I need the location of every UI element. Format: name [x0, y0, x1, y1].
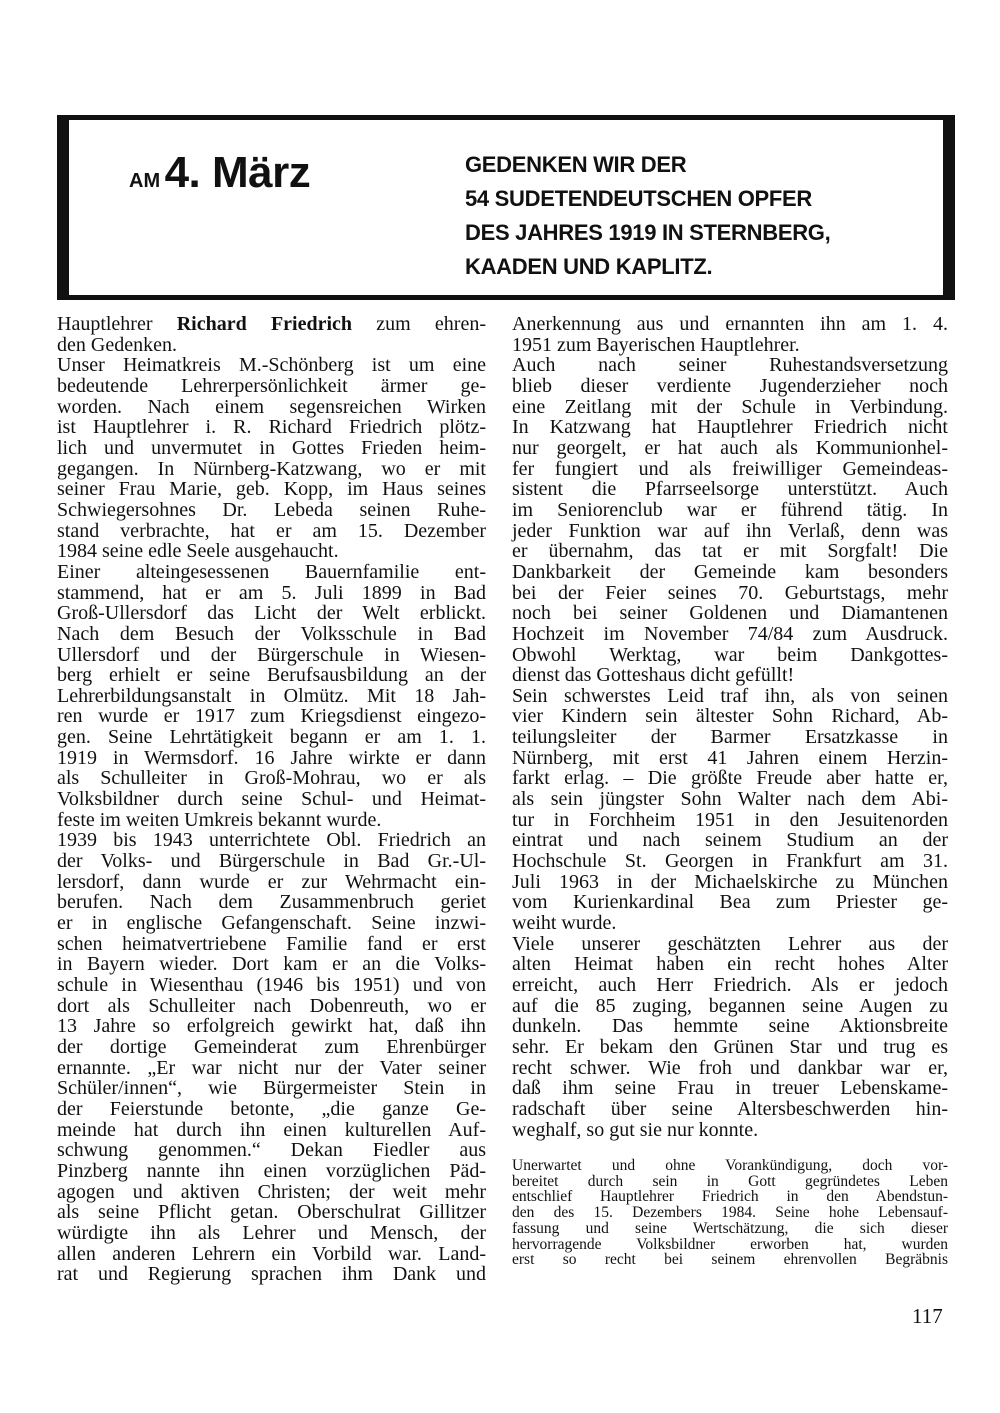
text-line: der dortige Gemeinderat zum Ehrenbürger [57, 1035, 486, 1058]
text-line: agogen und aktiven Christen; der weit mehr [57, 1180, 486, 1203]
text-line: Nach dem Besuch der Volksschule in Bad [57, 622, 486, 645]
text-line: rat und Regierung sprachen ihm Dank und [57, 1263, 486, 1286]
text-line: im Seniorenclub war er führend tätig. In [512, 498, 948, 521]
text-line: er übernahm, das tat er mit Sorgfalt! Die [512, 540, 948, 563]
text-line: 1939 bis 1943 unterrichtete Obl. Friedrich an [57, 829, 486, 852]
text-line: worden. Nach einem segensreichen Wirken [57, 395, 486, 418]
text-line: dort als Schulleiter nach Dobenreuth, wo er [57, 994, 486, 1017]
paragraph [57, 830, 486, 1284]
text-line: blieb dieser verdiente Jugenderzieher noch [512, 374, 948, 397]
text-line: ist Hauptlehrer i. R. Richard Friedrich plötz- [57, 416, 486, 439]
text-line: hervorragende Volksbildner erworben hat, wurden [512, 1235, 948, 1253]
text-line: bedeutende Lehrerpersönlichkeit ärmer ge- [57, 374, 486, 397]
text-line: der Volks- und Bürgerschule in Bad Gr.-Ul- [57, 850, 486, 873]
headline-line: 54 SUDETENDEUTSCHEN OPFER [465, 186, 813, 211]
text-line: würdigte ihn als Lehrer und Mensch, der [57, 1221, 486, 1244]
text-line: fer fungiert und als freiwilliger Gemeindeas- [512, 457, 948, 480]
text-line: vier Kindern sein ältester Sohn Richard, Ab- [512, 705, 948, 728]
banner-date-prefix: AM [129, 170, 161, 192]
text-line: dunkeln. Das hemmte seine Aktionsbreite [512, 1015, 948, 1038]
text-line: lersdorf, dann wurde er zur Wehrmacht ein- [57, 870, 486, 893]
text-line: seiner Frau Marie, geb. Kopp, im Haus seines [57, 478, 486, 501]
bold-name: Richard Friedrich [176, 313, 353, 335]
text-line: sistent die Pfarrseelsorge unterstützt. Auch [512, 478, 948, 501]
left-column [57, 314, 486, 1285]
text-line: 1919 in Wermsdorf. 16 Jahre wirkte er dann [57, 746, 486, 769]
text-line: Schüler/innen“, wie Bürgermeister Stein in [57, 1077, 486, 1100]
paragraph [512, 1158, 948, 1268]
text-line: Lehrerbildungsanstalt in Olmütz. Mit 18 Jah- [57, 684, 486, 707]
text-line: Pinzberg nannte ihn einen vorzüglichen Päd- [57, 1159, 486, 1182]
text-line: Viele unserer geschätzten Lehrer aus der [512, 932, 948, 955]
text-line: In Katzwang hat Hauptlehrer Friedrich nicht [512, 416, 948, 439]
text-line: tur in Forchheim 1951 in den Jesuitenorden [512, 808, 948, 831]
text-line: Hochschule St. Georgen in Frankfurt am 31. [512, 850, 948, 873]
text-line: der Feierstunde betonte, „die ganze Ge- [57, 1097, 486, 1120]
text-line: ren wurde er 1917 zum Kriegsdienst eingezo- [57, 705, 486, 728]
text-line: schule in Wiesenthau (1946 bis 1951) und von [57, 974, 486, 996]
text-line: erreicht, auch Herr Friedrich. Als er jedoch [512, 974, 948, 996]
text-line: Schwiegersohnes Dr. Lebeda seinen Ruhe- [57, 498, 486, 521]
text-line [57, 314, 486, 335]
banner-date [129, 148, 310, 198]
text-line: Ullersdorf und der Bürgerschule in Wiesen- [57, 643, 486, 666]
banner-headline [465, 148, 830, 284]
text-segment: Hauptlehrer [57, 313, 177, 335]
text-line: radschaft über seine Altersbeschwerden hin- [512, 1097, 948, 1120]
text-line: Dankbarkeit der Gemeinde kam besonders [512, 560, 948, 583]
text-segment: zum ehren- [352, 313, 486, 335]
text-line: als Schulleiter in Groß-Mohrau, wo er als [57, 767, 486, 790]
text-line: Sein schwerstes Leid traf ihn, als von seinen [512, 684, 948, 707]
page-number: 117 [912, 1304, 943, 1328]
text-line: dienst das Gotteshaus dicht gefüllt! [512, 664, 795, 687]
closing-paragraph [512, 1158, 948, 1268]
text-line: fassung und seine Wertschätzung, die sich dieser [512, 1219, 948, 1237]
text-line: ernannte. „Er war nicht nur der Vater seiner [57, 1056, 486, 1079]
text-line: bereitet durch sein in Gott gegründetes Leben [512, 1172, 948, 1190]
text-line: daß ihm seine Frau in treuer Lebenskame- [512, 1077, 948, 1100]
text-line: alten Heimat haben ein recht hohes Alter [512, 953, 948, 976]
text-line: eine Zeitlang mit der Schule in Verbindung. [512, 395, 948, 418]
headline-line: DES JAHRES 1919 IN STERNBERG, [465, 220, 831, 245]
text-line: vom Kurienkardinal Bea zum Priester ge- [512, 891, 948, 914]
paragraph [512, 355, 948, 686]
text-line: meinde hat durch ihn einen kulturellen Auf- [57, 1118, 486, 1141]
paragraph [512, 934, 948, 1141]
paragraph [57, 314, 486, 355]
text-line: gen. Seine Lehrtätigkeit begann er am 1. 1. [57, 726, 486, 749]
text-line: berg erhielt er seine Berufsausbildung an der [57, 664, 486, 687]
text-line: Juli 1963 in der Michaelskirche zu München [512, 870, 948, 893]
banner-date-value: 4. März [164, 148, 311, 197]
text-line: Groß-Ullersdorf das Licht der Welt erblickt. [57, 602, 486, 625]
text-line: als seine Pflicht getan. Oberschulrat Gillitzer [57, 1201, 486, 1224]
text-line: 1984 seine edle Seele ausgehaucht. [57, 540, 339, 563]
text-line: Unser Heimatkreis M.-Schönberg ist um eine [57, 354, 486, 377]
text-line: bei der Feier seines 70. Geburtstags, mehr [512, 581, 948, 604]
text-line: auf die 85 zuging, begannen seine Augen zu [512, 994, 948, 1017]
headline-line: GEDENKEN WIR DER [465, 152, 687, 177]
text-line: Nürnberg, mit erst 41 Jahren einem Herzin- [512, 746, 948, 769]
right-column [512, 314, 948, 1140]
text-line: stand verbrachte, hat er am 15. Dezember [57, 519, 486, 542]
text-line: Anerkennung aus und ernannten ihn am 1. 4. [512, 313, 948, 335]
text-line: den des 15. Dezembers 1984. Seine hohe Lebensauf- [512, 1204, 948, 1222]
text-line: Einer alteingesessenen Bauernfamilie ent- [57, 560, 486, 583]
text-line: Obwohl Werktag, war beim Dankgottes- [512, 643, 948, 666]
text-line: Volksbildner durch seine Schul- und Heimat- [57, 788, 486, 811]
text-line: gegangen. In Nürnberg-Katzwang, wo er mit [57, 457, 486, 480]
text-line: berufen. Nach dem Zusammenbruch geriet [57, 891, 486, 914]
text-line: Auch nach seiner Ruhestandsversetzung [512, 354, 948, 377]
text-line: entschlief Hauptlehrer Friedrich in den Abendstun- [512, 1188, 948, 1206]
paragraph [57, 562, 486, 831]
text-line: nur georgelt, er hat auch als Kommunionhel- [512, 436, 948, 459]
text-line: weghalf, so gut sie nur konnte. [512, 1118, 759, 1141]
text-line: erst so recht bei seinem ehrenvollen Begräbnis [512, 1251, 948, 1269]
text-line: als sein jüngster Sohn Walter nach dem Abi- [512, 788, 948, 811]
text-line: sehr. Er bekam den Grünen Star und trug es [512, 1035, 948, 1058]
text-line: schwung genommen.“ Dekan Fiedler aus [57, 1139, 486, 1162]
text-line: Unerwartet und ohne Vorankündigung, doch vor- [512, 1157, 948, 1174]
text-line: er in englische Gefangenschaft. Seine inzwi- [57, 912, 486, 935]
text-line: recht schwer. Wie froh und dankbar war er, [512, 1056, 948, 1079]
text-line: lich und unvermutet in Gottes Frieden heim- [57, 436, 486, 459]
text-line: weiht wurde. [512, 912, 617, 935]
text-line: noch bei seiner Goldenen und Diamantenen [512, 602, 948, 625]
text-line: teilungsleiter der Barmer Ersatzkasse in [512, 726, 948, 749]
text-line: feste im weiten Umkreis bekannt wurde. [57, 808, 382, 831]
text-line: eintrat und nach seinem Studium an der [512, 829, 948, 852]
text-line: Hochzeit im November 74/84 zum Ausdruck. [512, 622, 948, 645]
paragraph [512, 686, 948, 934]
text-line: den Gedenken. [57, 333, 177, 356]
memorial-banner [57, 115, 955, 300]
text-line: 1951 zum Bayerischen Hauptlehrer. [512, 333, 800, 356]
text-line: jeder Funktion war auf ihn Verlaß, denn was [512, 519, 948, 542]
text-line: schen heimatvertriebene Familie fand er erst [57, 932, 486, 955]
headline-line: KAADEN UND KAPLITZ. [465, 254, 713, 279]
text-line: allen anderen Lehrern ein Vorbild war. Land- [57, 1242, 486, 1265]
paragraph [512, 314, 948, 355]
text-line: farkt erlag. – Die größte Freude aber hatte er, [512, 767, 948, 790]
paragraph [57, 355, 486, 562]
text-line: 13 Jahre so erfolgreich gewirkt hat, daß ihn [57, 1015, 486, 1038]
text-line: in Bayern wieder. Dort kam er an die Volks- [57, 953, 486, 976]
text-line: stammend, hat er am 5. Juli 1899 in Bad [57, 581, 486, 604]
